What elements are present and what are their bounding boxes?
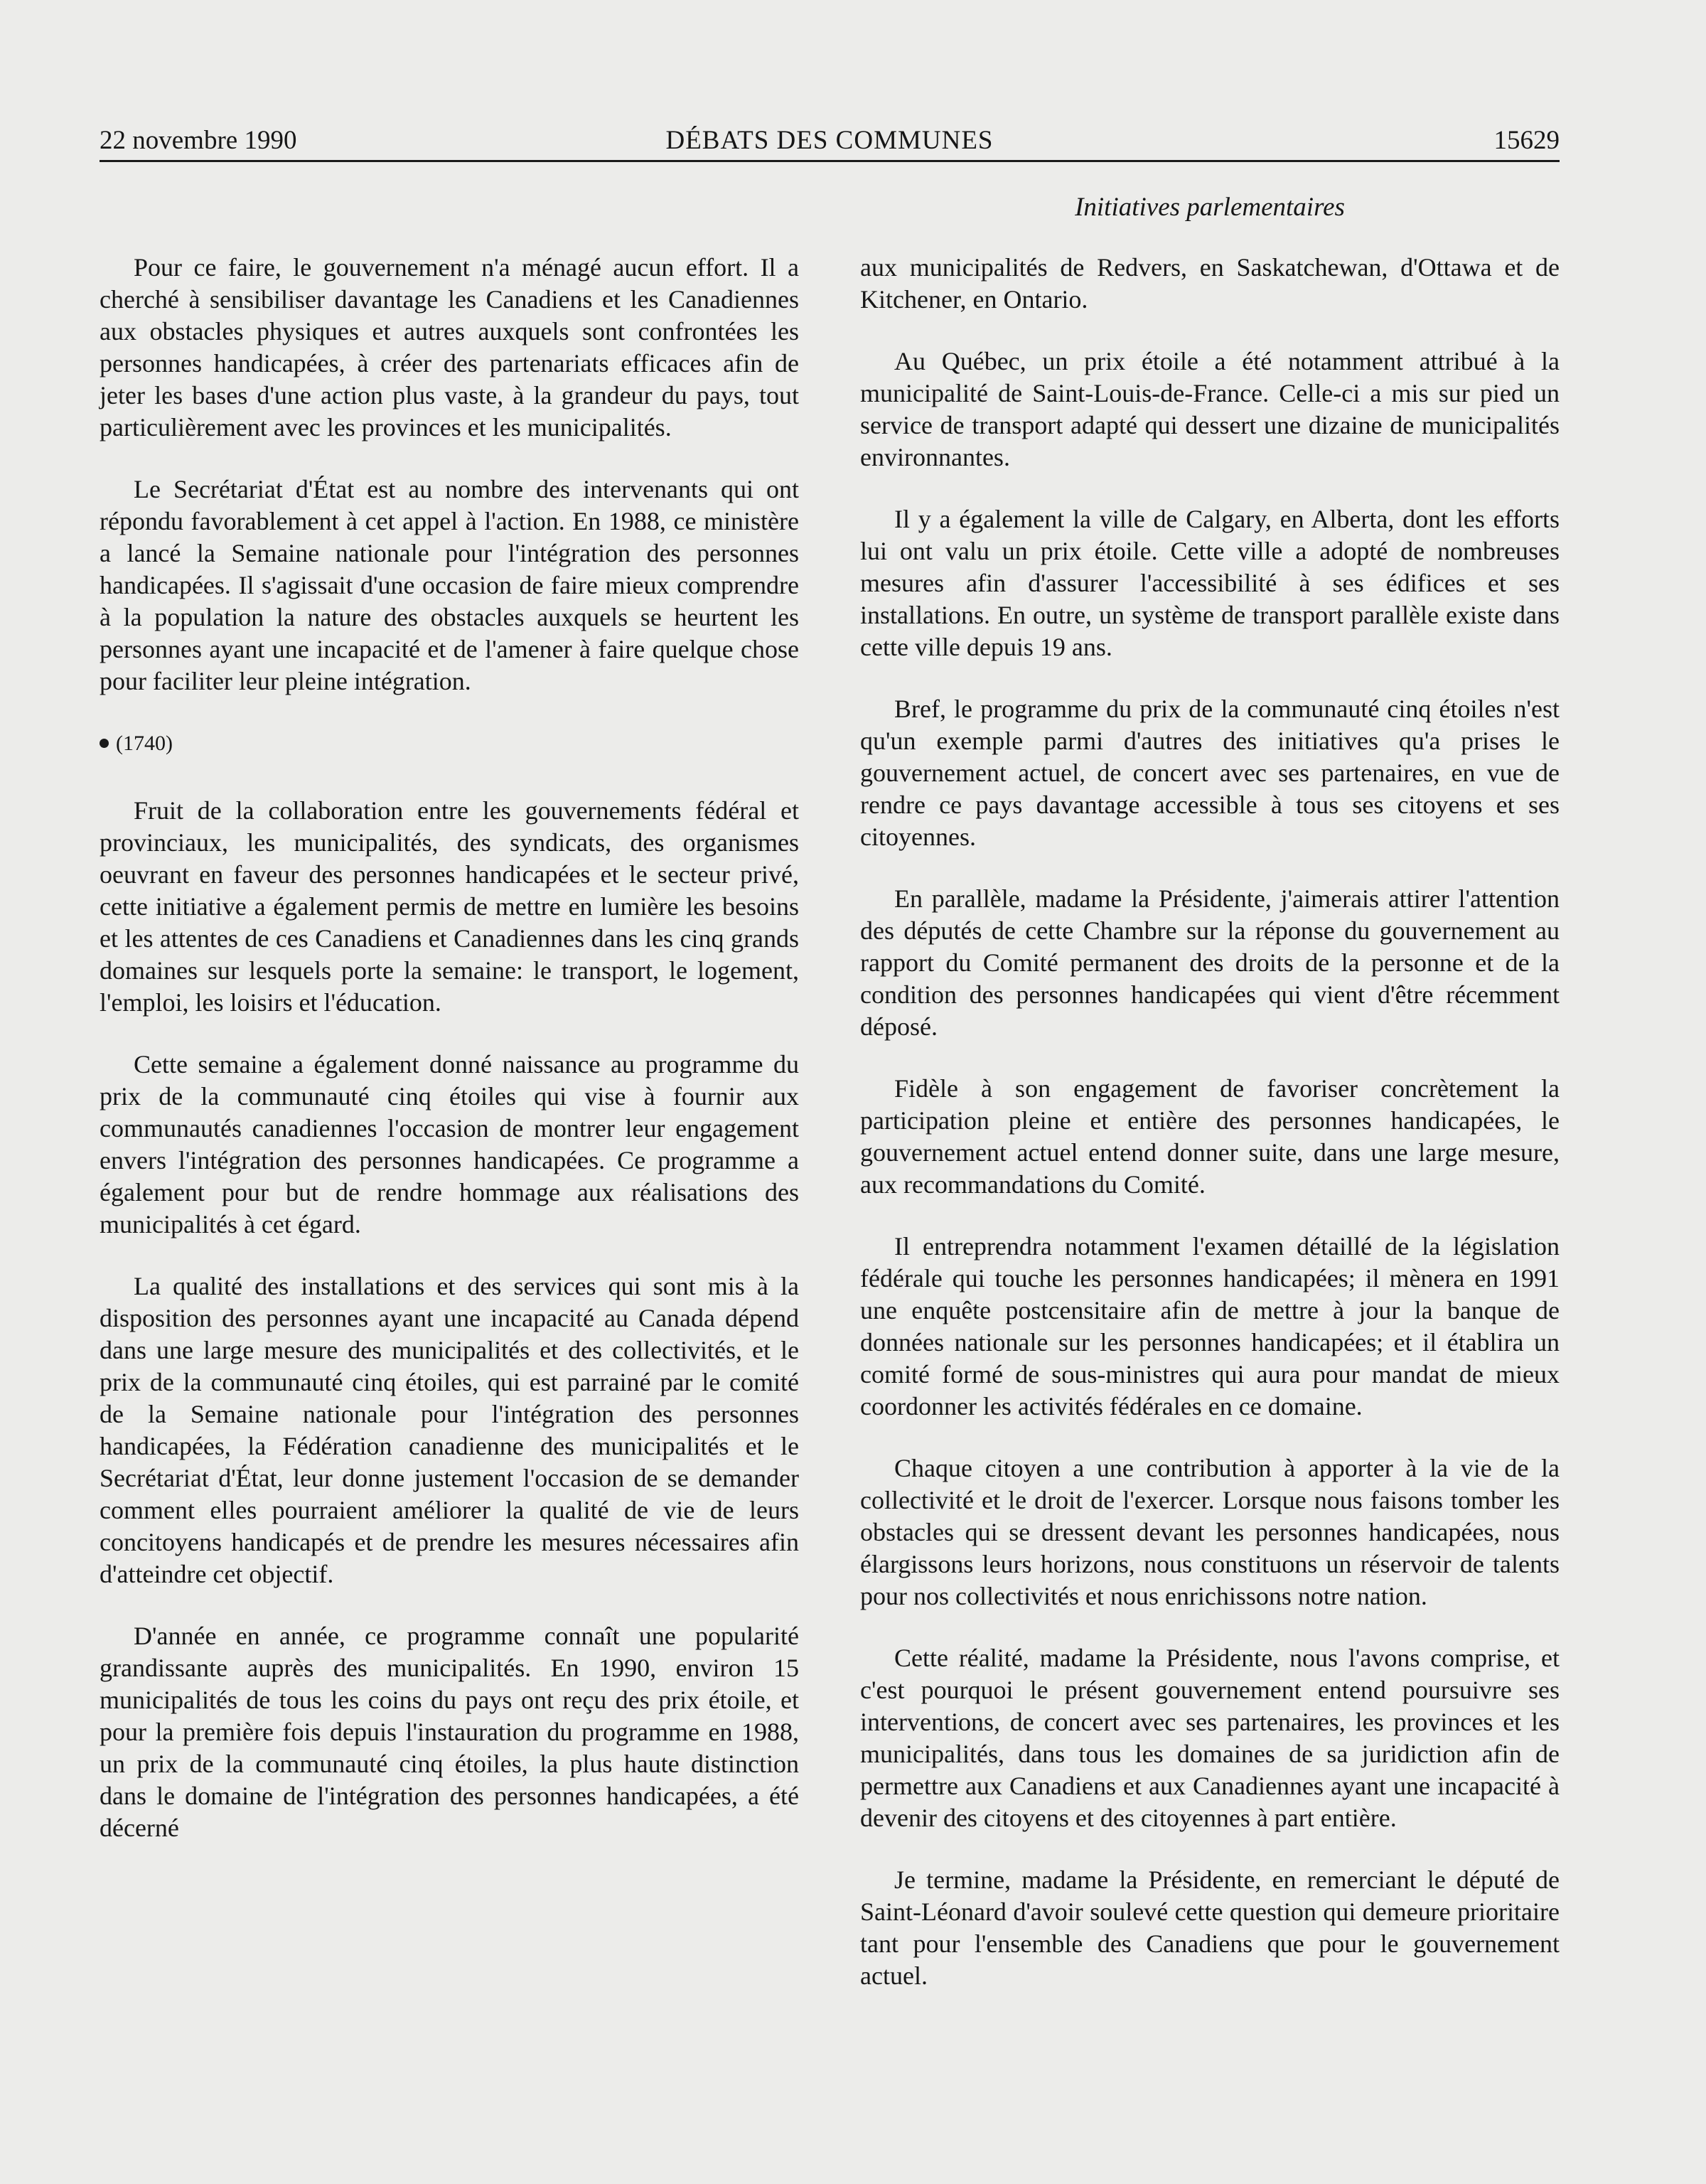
- header-page-number: 15629: [1493, 126, 1560, 155]
- left-paragraph-3: Fruit de la collaboration entre les gouvernements fédéral et provinciaux, les municipalités, des syndicats, des organismes oeuvrant en faveur des personnes handicapées et le secteur privé, cette initiative a également permis de mettre en lumière les besoins et les attentes de ces Canadiens et Canadiennes dans les cinq grands domaines sur lesquels porte la semaine: le transport, le logement, l'emploi, les loisirs et l'éducation.: [100, 796, 799, 1017]
- timestamp-text: (1740): [116, 732, 173, 755]
- timestamp: [100, 727, 799, 759]
- left-paragraph-5: La qualité des installations et des services qui sont mis à la disposition des personnes ayant une incapacité au Canada dépend dans une large mesure des municipalités et des collectivités, et le prix de la communauté cinq étoiles, qui est parrainé par le comité de la Semaine nationale pour l'intégration des personnes handicapées, la Fédération canadienne des municipalités et le Secrétariat d'État, leur donne justement l'occasion de se demander comment elles pourraient améliorer la qualité de vie de leurs concitoyens handicapés et de prendre les mesures nécessaires afin d'atteindre cet objectif.: [100, 1272, 799, 1588]
- right-paragraph-8: Chaque citoyen a une contribution à apporter à la vie de la collectivité et le droit de l'exercer. Lorsque nous faisons tomber les obstacles qui se dressent devant les personnes handicapées, nous élargissons leurs horizons, nous constituons un réservoir de talents pour nos collectivités et nous enrichissons notre nation.: [860, 1454, 1560, 1610]
- left-paragraph-4: Cette semaine a également donné naissance au programme du prix de la communauté cinq étoiles qui vise à fournir aux communautés canadiennes l'occasion de montrer leur engagement envers l'intégration des personnes handicapées. Ce programme a également pour but de rendre hommage aux réalisations des municipalités à cet égard.: [100, 1050, 799, 1238]
- right-paragraph-10: Je termine, madame la Présidente, en remerciant le député de Saint-Léonard d'avoir soulevé cette question qui demeure prioritaire tant pour l'ensemble des Canadiens que pour le gouvernement actuel.: [860, 1866, 1560, 1990]
- left-paragraph-2: Le Secrétariat d'État est au nombre des intervenants qui ont répondu favorablement à cet appel à l'action. En 1988, ce ministère a lancé la Semaine nationale pour l'intégration des personnes handicapées. Il s'agissait d'une occasion de faire mieux comprendre à la population la nature des obstacles auxquels se heurtent les personnes ayant une incapacité et de l'amener à faire quelque chose pour faciliter leur pleine intégration.: [100, 475, 799, 695]
- right-paragraph-7: Il entreprendra notamment l'examen détaillé de la législation fédérale qui touche les personnes handicapées; il mènera en 1991 une enquête postcensitaire afin de mettre à jour la banque de données nationale sur les personnes handicapées; et il établira un comité formé de sous-ministres qui aura pour mandat de mieux coordonner les activités fédérales en ce domaine.: [860, 1232, 1560, 1420]
- right-paragraph-6: Fidèle à son engagement de favoriser concrètement la participation pleine et entière des personnes handicapées, le gouvernement actuel entend donner suite, dans une large mesure, aux recommandations du Comité.: [860, 1074, 1560, 1199]
- right-paragraph-3: Il y a également la ville de Calgary, en Alberta, dont les efforts lui ont valu un prix étoile. Cette ville a adopté de nombreuses mesures afin d'assurer l'accessibilité à ses édifices et ses installations. En outre, un système de transport parallèle existe dans cette ville depuis 19 ans.: [860, 505, 1560, 661]
- header-rule: [100, 160, 1560, 162]
- bullet-icon: [100, 739, 109, 748]
- right-paragraph-2: Au Québec, un prix étoile a été notamment attribué à la municipalité de Saint-Louis-de-France. Celle-ci a mis sur pied un service de transport adapté qui dessert une dizaine de municipalités environnantes.: [860, 347, 1560, 471]
- right-paragraph-1: aux municipalités de Redvers, en Saskatchewan, d'Ottawa et de Kitchener, en Ontario.: [860, 253, 1560, 314]
- right-column: [860, 252, 1560, 1992]
- right-paragraph-9: Cette réalité, madame la Présidente, nous l'avons comprise, et c'est pourquoi le présent gouvernement entend poursuivre ses interventions, de concert avec ses partenaires, les provinces et les municipalités, dans tous les domaines de sa juridiction afin de permettre aux Canadiens et aux Canadiennes ayant une incapacité à devenir des citoyens et des citoyennes à part entière.: [860, 1644, 1560, 1832]
- left-column: [100, 252, 799, 1844]
- header-title: DÉBATS DES COMMUNES: [665, 126, 994, 155]
- right-paragraph-4: Bref, le programme du prix de la communauté cinq étoiles n'est qu'un exemple parmi d'autres des initiatives qu'a prises le gouvernement actuel, de concert avec ses partenaires, en vue de rendre ce pays davantage accessible à tous ses citoyens et ses citoyennes.: [860, 695, 1560, 851]
- running-header: [100, 119, 1560, 162]
- right-paragraph-5: En parallèle, madame la Présidente, j'aimerais attirer l'attention des députés de cette Chambre sur la réponse du gouvernement au rapport du Comité permanent des droits de la personne et de la condition des personnes handicapées qui vient d'être récemment déposé.: [860, 884, 1560, 1041]
- section-heading: Initiatives parlementaires: [1075, 193, 1345, 222]
- left-paragraph-1: Pour ce faire, le gouvernement n'a ménagé aucun effort. Il a cherché à sensibiliser davantage les Canadiens et les Canadiennes aux obstacles physiques et autres auxquels sont confrontées les personnes handicapées, à créer des partenariats efficaces afin de jeter les bases d'une action plus vaste, à la grandeur du pays, tout particulièrement avec les provinces et les municipalités.: [100, 253, 799, 441]
- header-date: 22 novembre 1990: [100, 126, 297, 155]
- left-paragraph-6: D'année en année, ce programme connaît une popularité grandissante auprès des municipalités. En 1990, environ 15 municipalités de tous les coins du pays ont reçu des prix étoile, et pour la première fois depuis l'instauration du programme en 1988, un prix de la communauté cinq étoiles, la plus haute distinction dans le domaine de l'intégration des personnes handicapées, a été décerné: [100, 1622, 799, 1842]
